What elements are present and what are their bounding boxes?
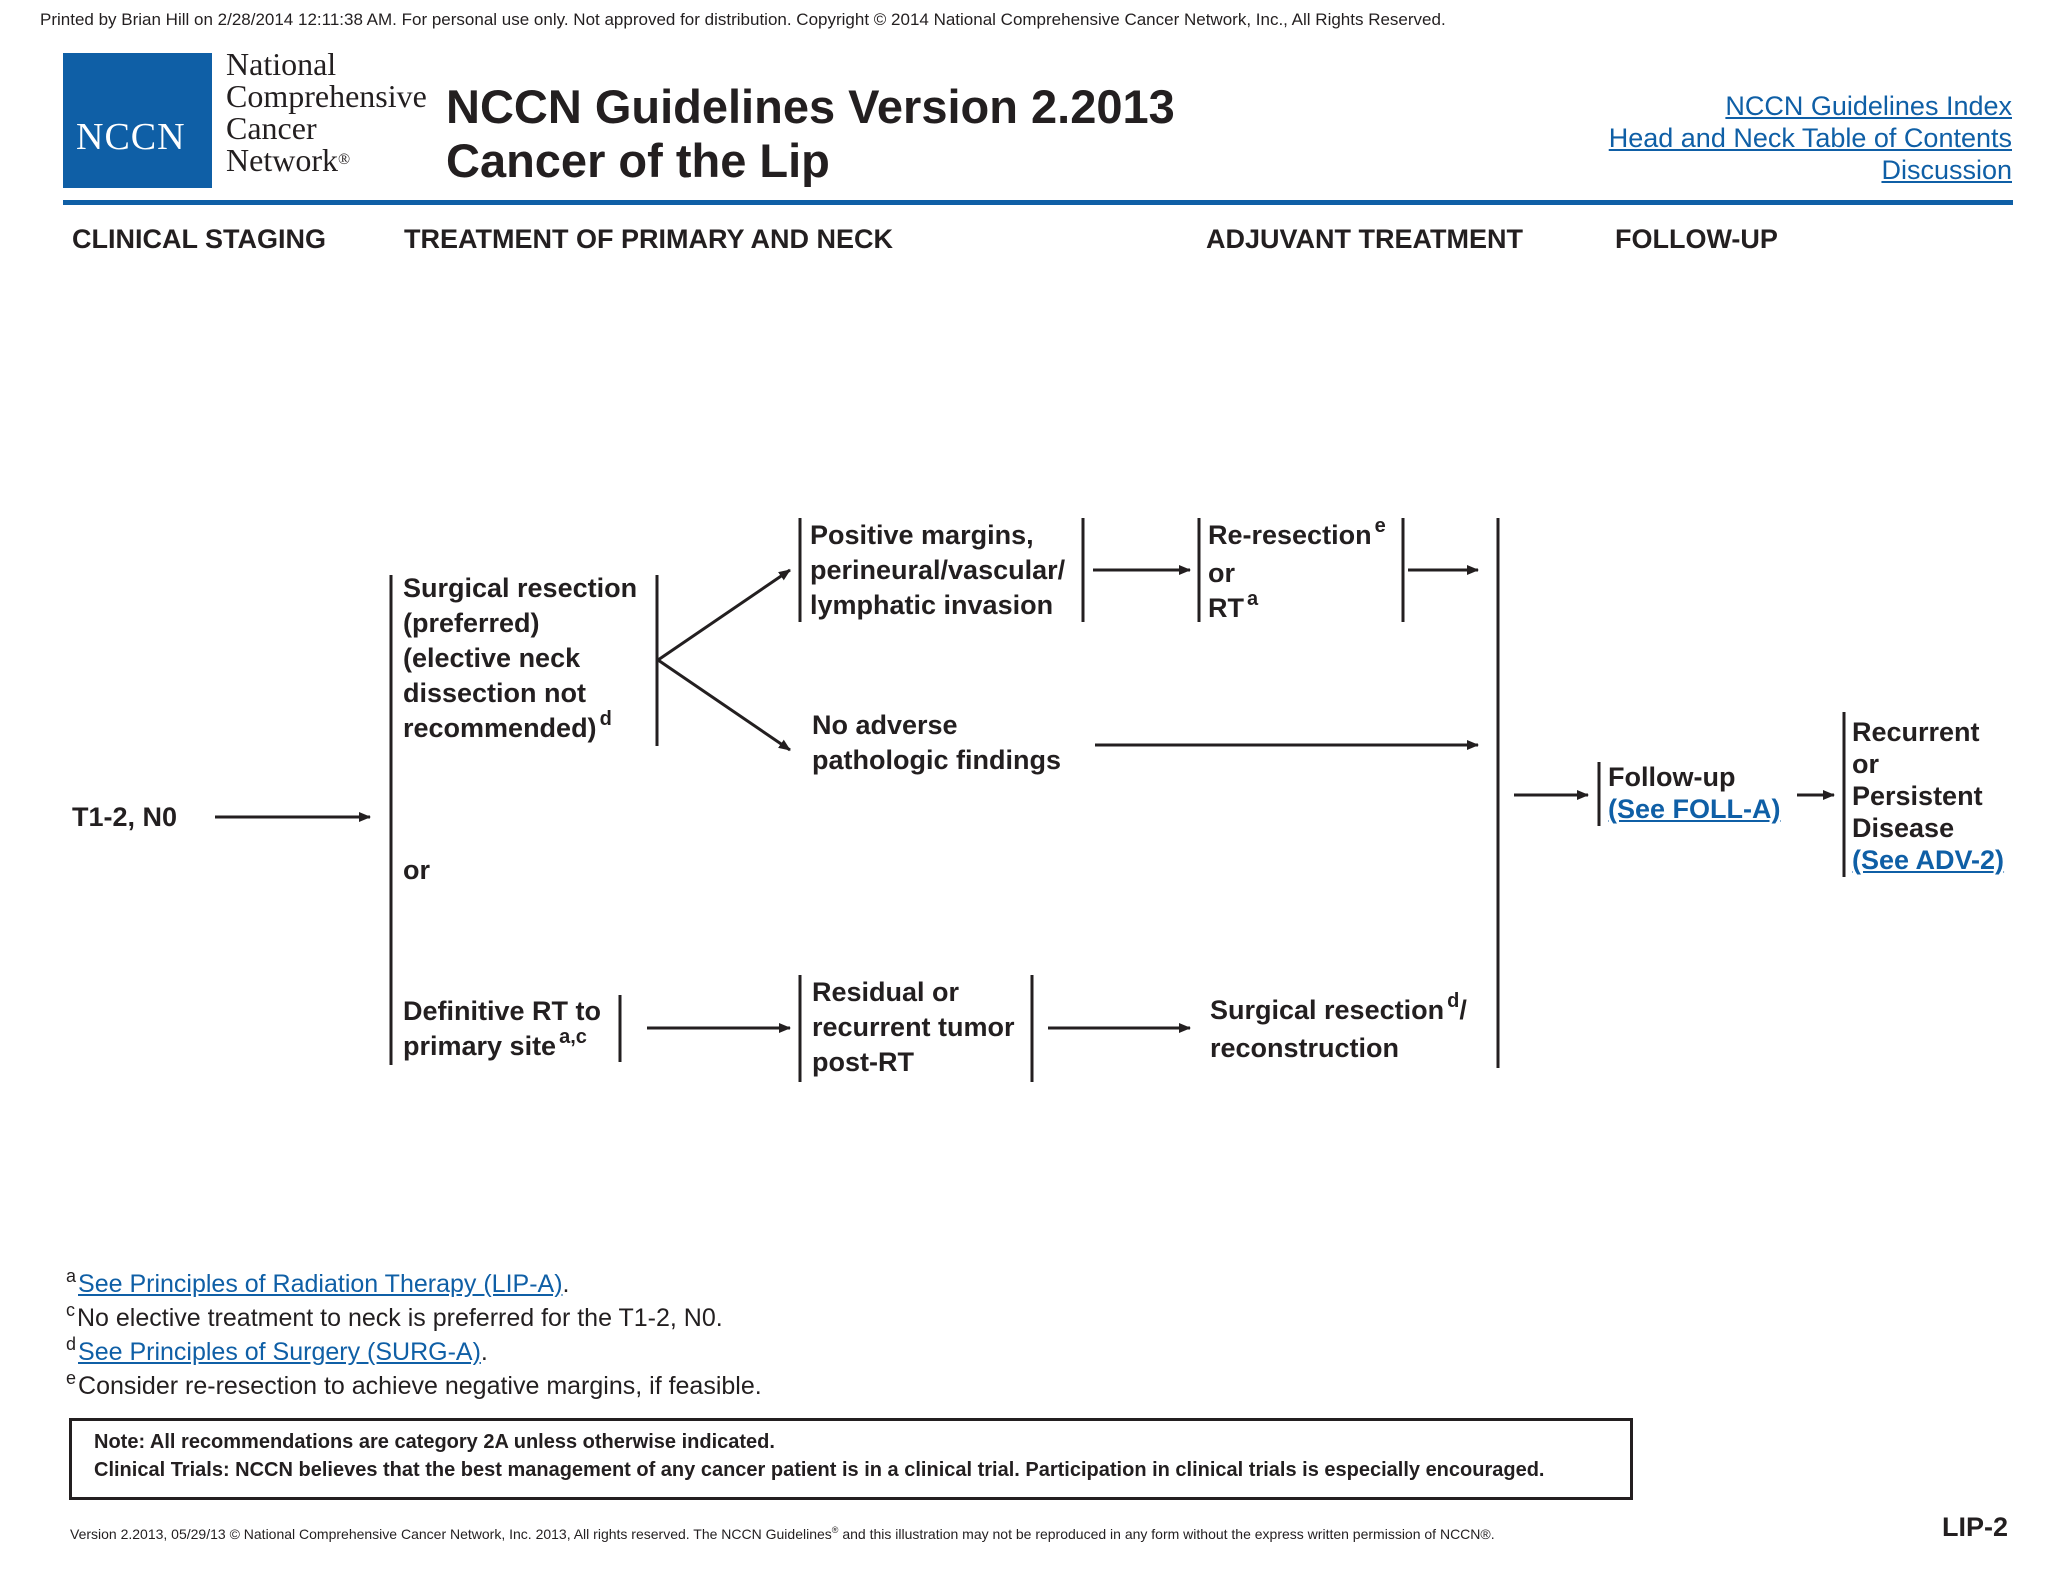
node-line: Surgical resection xyxy=(403,573,638,603)
node-line-text: RT xyxy=(1208,593,1244,623)
version-text: Version 2.2013, 05/29/13 © National Comprehensive Cancer Network, Inc. 2013, All rights reserved. The NCCN Guidelines xyxy=(70,1526,832,1542)
arrow-to-positive-margins xyxy=(658,570,790,660)
footnote-mark: a xyxy=(66,1266,77,1286)
node-line-text: primary site xyxy=(403,1031,557,1061)
page-id: LIP-2 xyxy=(1941,1512,2008,1542)
arrow-to-no-adverse xyxy=(658,660,790,750)
printed-notice: Printed by Brian Hill on 2/28/2014 12:11:38 AM. For personal use only. Not approved for distribution. Copyright © 2014 National Comprehensive Cancer Network, Inc., All Rights Reserved. xyxy=(40,10,1446,29)
node-slash: / xyxy=(1459,995,1467,1025)
surg-a-link[interactable]: See Principles of Surgery (SURG-A) xyxy=(78,1338,481,1366)
col-adjuvant: ADJUVANT TREATMENT xyxy=(1206,224,1523,254)
node-line-text: Re-resection xyxy=(1208,520,1372,550)
footnote-mark: e xyxy=(66,1368,77,1388)
node-line: post-RT xyxy=(812,1047,914,1077)
title-version: NCCN Guidelines Version 2.2013 xyxy=(446,80,1175,133)
note-category: Note: All recommendations are category 2A unless otherwise indicated. xyxy=(94,1431,775,1453)
col-followup: FOLLOW-UP xyxy=(1615,224,1778,254)
footnote-text: No elective treatment to neck is preferred for the T1-2, N0. xyxy=(77,1304,723,1332)
node-line: Positive margins, xyxy=(810,520,1034,550)
node-line: recurrent tumor xyxy=(812,1012,1015,1042)
node-line: Persistent xyxy=(1852,781,1983,811)
node-stage: T1-2, N0 xyxy=(72,802,178,832)
node-line xyxy=(1208,515,1386,556)
guidelines-index-link[interactable]: NCCN Guidelines Index xyxy=(1725,91,2012,121)
footnote-c xyxy=(66,1300,723,1333)
node-followup xyxy=(1608,761,1781,825)
logo-name-network: Network xyxy=(226,142,338,178)
footnote-text: Consider re-resection to achieve negative margins, if feasible. xyxy=(78,1372,762,1400)
node-surgical-resection xyxy=(403,571,637,749)
node-line: No adverse xyxy=(812,710,958,740)
logo-abbr: NCCN xyxy=(76,116,186,158)
footnote-ref: e xyxy=(1374,515,1386,537)
registered-mark: ® xyxy=(831,1525,839,1535)
toc-link[interactable]: Head and Neck Table of Contents xyxy=(1608,123,2012,153)
node-definitive-rt xyxy=(403,994,601,1067)
note-clinical-trials: Clinical Trials: NCCN believes that the best management of any cancer patient is in a clinical trial. Participation in clinical trials is especially encouraged. xyxy=(94,1459,1545,1481)
node-line: Follow-up xyxy=(1608,762,1736,792)
node-surgical-reconstruction xyxy=(1210,990,1467,1066)
node-line: lymphatic invasion xyxy=(810,590,1054,620)
node-line: or xyxy=(1208,558,1235,588)
discussion-link[interactable]: Discussion xyxy=(1881,155,2012,185)
note-box xyxy=(69,1418,1633,1500)
node-line: (elective neck xyxy=(403,643,581,673)
see-foll-a-link[interactable]: (See FOLL-A) xyxy=(1608,794,1781,824)
node-residual xyxy=(812,975,1015,1080)
logo-name-line: Comprehensive xyxy=(226,78,427,114)
version-footer xyxy=(70,1526,1495,1542)
footnote-ref: a,c xyxy=(559,1026,587,1048)
col-treatment: TREATMENT OF PRIMARY AND NECK xyxy=(404,224,893,254)
node-line: (preferred) xyxy=(403,608,540,638)
footnote-e xyxy=(66,1368,762,1401)
node-line xyxy=(403,1026,601,1067)
node-line-text: recommended) xyxy=(403,713,597,743)
footnote-mark: c xyxy=(66,1300,75,1320)
footnote-ref: d xyxy=(599,708,612,730)
node-no-adverse xyxy=(812,708,1061,778)
node-recurrent xyxy=(1852,716,2004,876)
footnote-a xyxy=(66,1266,570,1299)
logo-name-line: National xyxy=(226,46,337,82)
lip-a-link[interactable]: See Principles of Radiation Therapy (LIP-A) xyxy=(78,1270,563,1298)
node-or: or xyxy=(403,855,430,885)
footnote-ref: a xyxy=(1247,588,1259,610)
logo-name-line: Cancer xyxy=(226,110,317,146)
see-adv-2-link[interactable]: (See ADV-2) xyxy=(1852,845,2005,875)
footnote-text: . xyxy=(480,1338,488,1366)
node-line: perineural/vascular/ xyxy=(810,555,1066,585)
node-line: or xyxy=(1852,749,1879,779)
node-line-text: Surgical resection xyxy=(1210,995,1445,1025)
node-line: Definitive RT to xyxy=(403,996,602,1026)
title-topic: Cancer of the Lip xyxy=(446,134,830,187)
node-line: reconstruction xyxy=(1210,1033,1400,1063)
footnote-text: . xyxy=(562,1270,570,1298)
footnote-ref: d xyxy=(1447,990,1460,1012)
node-positive-margins xyxy=(810,518,1065,623)
node-line: Residual or xyxy=(812,977,960,1007)
node-line: Recurrent xyxy=(1852,717,1980,747)
node-line: Disease xyxy=(1852,813,1955,843)
footnote-d xyxy=(66,1334,488,1367)
node-line: pathologic findings xyxy=(812,745,1061,775)
node-line xyxy=(403,708,637,749)
version-text-2: and this illustration may not be reproduced in any form without the express written permission of NCCN®. xyxy=(838,1526,1495,1542)
node-line xyxy=(1208,588,1386,629)
footnote-mark: d xyxy=(66,1334,77,1354)
node-line: dissection not xyxy=(403,678,587,708)
col-clinical-staging: CLINICAL STAGING xyxy=(72,224,326,254)
node-re-resection xyxy=(1208,515,1386,629)
registered-mark: ® xyxy=(337,151,351,168)
node-line xyxy=(1210,990,1467,1031)
